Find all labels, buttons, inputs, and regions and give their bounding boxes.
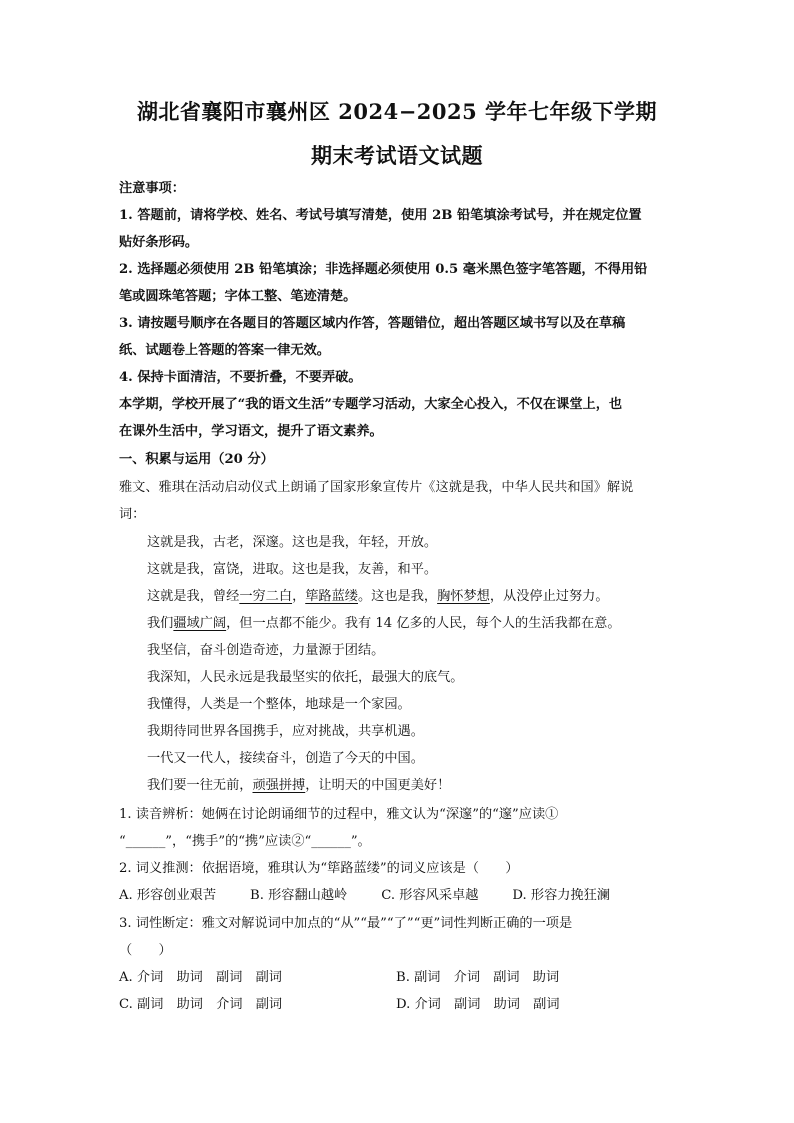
poem-line-1: 这就是我，古老，深邃。这也是我，年轻，开放。	[147, 535, 438, 550]
notice-item-1: 1. 答题前，请将学校、姓名、考试号填写清楚，使用 2B 铅笔填涂考试号，并在规定位置	[119, 208, 642, 223]
intro-paragraph-cont: 在课外生活中，学习语文，提升了语文素养。	[119, 424, 383, 439]
question-1-blanks: “______”，“携手”的“携”应读②“______”。	[119, 834, 371, 849]
poem-line-3-seg-d: ，从没停止过努力。	[489, 589, 609, 604]
poem-line-3	[147, 588, 609, 606]
notice-item-3-cont: 纸、试题卷上答题的答案一律无效。	[119, 343, 330, 358]
doc-title-line2: 期末考试语文试题	[311, 143, 483, 168]
notice-item-3: 3. 请按题号顺序在各题目的答题区域内作答，答题错位，超出答题区域书写以及在草稿	[119, 316, 626, 331]
q3-option-b[interactable]: B. 副词 介词 副词 助词	[396, 970, 560, 985]
question-3-stem: 3. 词性断定：雅文对解说词中加点的“从”“最”“了”“更”词性判断正确的一项是	[119, 916, 573, 931]
section1-context-cont: 词：	[119, 507, 146, 522]
poem-line-4-seg-a: 我们	[147, 616, 174, 631]
doc-title-line1: 湖北省襄阳市襄州区 2024−2025 学年七年级下学期	[136, 99, 658, 124]
question-2-stem: 2. 词义推测：依据语境，雅琪认为“筚路蓝缕”的词义应该是（ ）	[119, 861, 519, 876]
underlined-idiom-bilulanlv: 筚路蓝缕	[305, 589, 358, 604]
section1-context: 雅文、雅琪在活动启动仪式上朗诵了国家形象宣传片《这就是我，中华人民共和国》解说	[119, 480, 634, 495]
intro-paragraph: 本学期，学校开展了“我的语文生活”专题学习活动，大家全心投入，不仅在课堂上，也	[119, 397, 623, 412]
poem-line-7: 我懂得，人类是一个整体，地球是一个家园。	[147, 697, 411, 712]
underlined-idiom-wanqiangpinbo: 顽强拼搏	[252, 778, 306, 793]
q2-option-a[interactable]: A. 形容创业艰苦	[119, 888, 217, 903]
poem-line-10-seg-a: 我们要一往无前，	[147, 778, 253, 793]
poem-line-3-seg-b: ，	[292, 589, 306, 604]
question-3-paren: （ ）	[119, 943, 172, 958]
q2-option-c[interactable]: C. 形容风采卓越	[381, 888, 479, 903]
underlined-idiom-jiangyuguangkuo: 疆域广阔	[173, 616, 227, 631]
poem-line-4-seg-b: ，但一点都不能少。我有 14 亿多的人民，每个人的生活我都在意。	[226, 616, 621, 631]
poem-line-10-seg-b: ，让明天的中国更美好！	[305, 778, 451, 793]
notice-item-2: 2. 选择题必须使用 2B 铅笔填涂；非选择题必须使用 0.5 毫米黑色签字笔答题，不得用铅	[119, 262, 648, 277]
q2-option-b[interactable]: B. 形容翻山越岭	[250, 888, 348, 903]
poem-line-8: 我期待同世界各国携手，应对挑战，共享机遇。	[147, 724, 424, 739]
question-1-stem: 1. 读音辨析：她俩在讨论朗诵细节的过程中，雅文认为“深邃”的“邃”应读①	[119, 807, 559, 822]
q2-option-d[interactable]: D. 形容力挽狂澜	[512, 888, 611, 903]
section1-heading: 一、积累与运用（20 分）	[119, 452, 274, 467]
notice-item-2-cont: 笔或圆珠笔答题；字体工整、笔迹清楚。	[119, 289, 357, 304]
poem-line-10	[147, 777, 450, 795]
q3-option-d[interactable]: D. 介词 副词 助词 副词	[396, 997, 560, 1012]
underlined-idiom-yiqiongerbai: 一穷二白	[239, 589, 293, 604]
poem-line-3-seg-a: 这就是我，曾经	[147, 589, 240, 604]
notice-heading: 注意事项：	[119, 181, 185, 196]
poem-line-4	[147, 615, 621, 633]
poem-line-2: 这就是我，富饶，进取。这也是我，友善，和平。	[147, 562, 438, 577]
poem-line-9: 一代又一代人，接续奋斗，创造了今天的中国。	[147, 751, 424, 766]
underlined-idiom-xionghuaimengxiang: 胸怀梦想	[437, 589, 490, 604]
q3-option-c[interactable]: C. 副词 助词 介词 副词	[119, 997, 283, 1012]
question-2-options	[119, 887, 610, 905]
notice-item-1-cont: 贴好条形码。	[119, 235, 199, 250]
notice-item-4: 4. 保持卡面清洁，不要折叠，不要弄破。	[119, 370, 362, 385]
poem-line-6: 我深知，人民永远是我最坚实的依托，最强大的底气。	[147, 670, 464, 685]
q3-option-a[interactable]: A. 介词 助词 副词 副词	[119, 970, 282, 985]
poem-line-3-seg-c: 。这也是我，	[358, 589, 438, 604]
poem-line-5: 我坚信，奋斗创造奇迹，力量源于团结。	[147, 643, 385, 658]
